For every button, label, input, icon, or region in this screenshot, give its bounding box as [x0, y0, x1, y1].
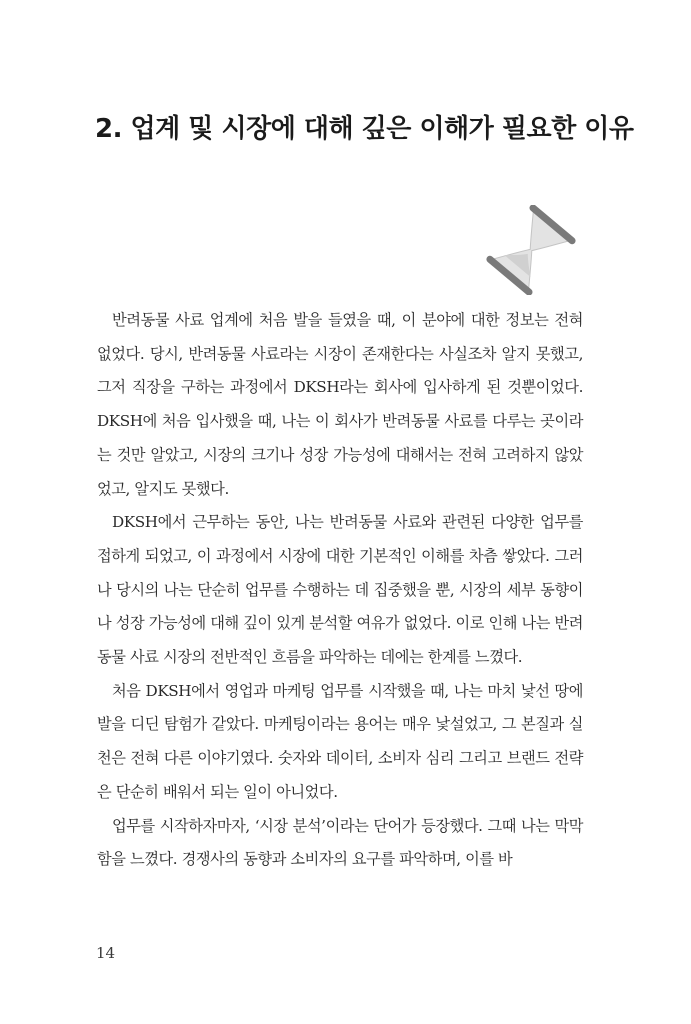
- page-number: 14: [96, 944, 116, 962]
- paragraph: 업무를 시작하자마자, ‘시장 분석’이라는 단어가 등장했다. 그때 나는 막막함을 느꼈다. 경쟁사의 동향과 소비자의 요구를 파악하며, 이를 바: [97, 816, 583, 869]
- body-text: [97, 304, 583, 877]
- paragraph: 처음 DKSH에서 영업과 마케팅 업무를 시작했을 때, 나는 마치 낯선 땅에 발을 디딘 탐험가 같았다. 마케팅이라는 용어는 매우 낯설었고, 그 본질과 실천은 전혀 다른 이야기였다. 숫자와 데이터, 소비자 심리 그리고 브랜드 전략은 단순히 배워서 되는 일이 아니었다.: [97, 681, 583, 801]
- paragraph: 반려동물 사료 업계에 처음 발을 들였을 때, 이 분야에 대한 정보는 전혀 없었다. 당시, 반려동물 사료라는 시장이 존재한다는 사실조차 알지 못했고, 그저 직장을 구하는 과정에서 DKSH라는 회사에 입사하게 된 것뿐이었다. DKSH에 처음 입사했을 때, 나는 이 회사가 반려동물 사료를 다루는 곳이라는 것만 알았고, 시장의 크기나 성장 가능성에 대해서는 전혀 고려하지 않았었고, 알지도 못했다.: [97, 311, 583, 498]
- paragraph: DKSH에서 근무하는 동안, 나는 반려동물 사료와 관련된 다양한 업무를 접하게 되었고, 이 과정에서 시장에 대한 기본적인 이해를 차츰 쌓았다. 그러나 당시의 나는 단순히 업무를 수행하는 데 집중했을 뿐, 시장의 세부 동향이나 성장 가능성에 대해 깊이 있게 분석할 여유가 없었다. 이로 인해 나는 반려동물 사료 시장의 전반적인 흐름을 파악하는 데에는 한계를 느꼈다.: [97, 513, 583, 667]
- chapter-title: 2. 업계 및 시장에 대해 깊은 이해가 필요한 이유: [95, 114, 634, 144]
- hourglass-icon: [486, 205, 576, 295]
